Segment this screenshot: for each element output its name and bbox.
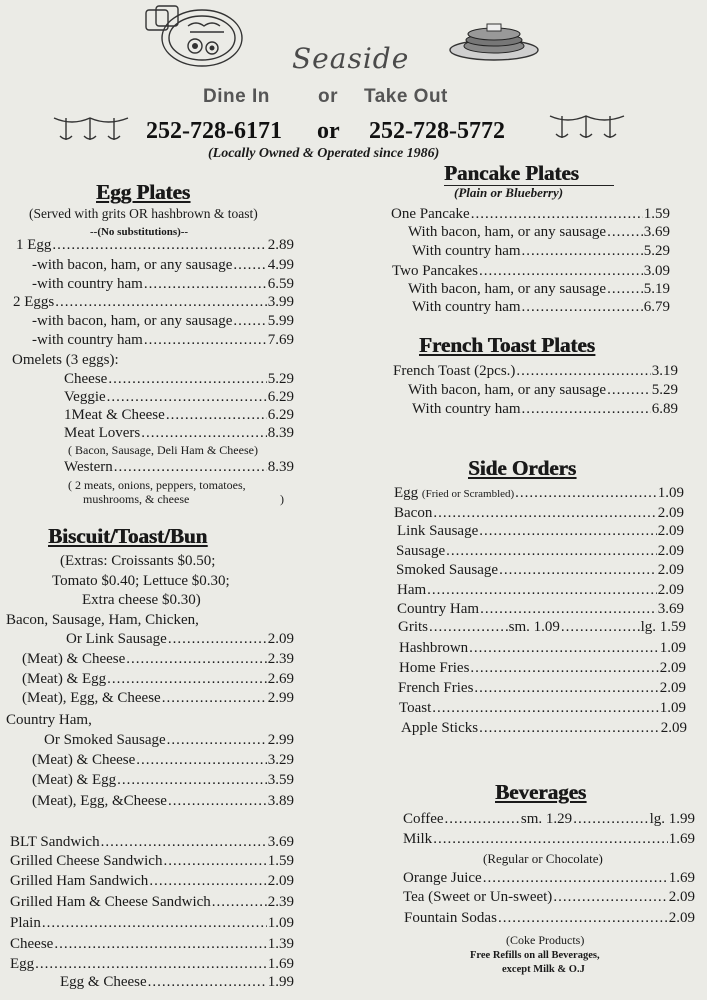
item-label: (Meat) & Cheese	[32, 752, 136, 768]
menu-item-side-4	[401, 719, 687, 737]
menu-item-sandwich-4	[10, 914, 294, 932]
item-label: Western	[64, 459, 113, 475]
beverages-title: Beverages	[495, 780, 586, 804]
menu-item-biscuit-country-2	[32, 792, 294, 810]
menu-item-sandwich-1	[10, 852, 294, 870]
item-price: 3.69	[643, 224, 670, 240]
item-label: Link Sausage	[397, 523, 479, 539]
item-label: Country Ham	[397, 601, 480, 617]
milk-note: (Regular or Chocolate)	[483, 851, 603, 866]
menu-item-beverage-1	[403, 888, 695, 906]
egg-plates-served-note: (Served with grits OR hashbrown & toast)	[29, 206, 258, 221]
anchor-rope-left-icon	[52, 114, 130, 144]
leader-dots	[522, 298, 643, 316]
item-label: Grilled Ham & Cheese Sandwich	[10, 894, 211, 910]
leader-dots	[163, 852, 266, 870]
grits-large-price: lg. 1.59	[640, 619, 686, 635]
menu-item-beverage-2	[404, 909, 695, 927]
item-price: 2.89	[267, 237, 294, 253]
item-price: 3.99	[267, 294, 294, 310]
coke-products-note: (Coke Products)	[506, 933, 585, 947]
leader-dots	[573, 810, 648, 828]
item-label: -with country ham	[32, 276, 143, 292]
western-note-1: ( 2 meats, onions, peppers, tomatoes,	[68, 478, 246, 492]
item-label: (Meat), Egg, & Cheese	[22, 690, 161, 706]
leader-dots	[446, 542, 657, 560]
item-price: 6.29	[267, 407, 294, 423]
item-price: 1.09	[657, 485, 684, 501]
biscuit-title: Biscuit/Toast/Bun	[48, 524, 208, 548]
item-label: -with bacon, ham, or any sausage	[32, 257, 233, 273]
item-label: (Meat), Egg, &Cheese	[32, 793, 167, 809]
item-label: With bacon, ham, or any sausage	[408, 281, 607, 297]
menu-item-biscuit-meat	[66, 630, 294, 648]
item-label: Meat Lovers	[64, 425, 141, 441]
menu-item-side-4	[397, 581, 684, 599]
menu-item-egg-0	[16, 236, 294, 254]
leader-dots	[35, 955, 267, 973]
menu-item-side-1	[399, 659, 686, 677]
menu-item-biscuit-country-1	[32, 771, 294, 789]
item-price: 3.89	[267, 793, 294, 809]
menu-item-biscuit-2	[22, 689, 294, 707]
menu-item-side-1	[397, 522, 684, 540]
dine-in-label: Dine In	[203, 86, 270, 107]
item-label: Milk	[403, 831, 433, 847]
menu-item-omelet-2	[64, 406, 294, 424]
item-label: -with country ham	[32, 332, 143, 348]
item-label: Egg	[10, 956, 35, 972]
menu-item-side-2	[398, 679, 686, 697]
menu-item-pancake-4	[408, 280, 670, 298]
item-price: 2.39	[267, 651, 294, 667]
item-price: 1.69	[668, 831, 695, 847]
breakfast-plate-illustration	[140, 2, 245, 70]
item-price: 5.29	[267, 371, 294, 387]
menu-item-french-toast-1	[408, 381, 678, 399]
leader-dots	[561, 618, 640, 636]
menu-item-sandwich-5	[10, 935, 294, 953]
item-label: Coffee	[403, 811, 444, 827]
menu-item-french-toast-2	[412, 400, 678, 418]
item-label: Tea (Sweet or Un-sweet)	[403, 889, 553, 905]
menu-item-side-3	[396, 561, 684, 579]
menu-item-side-0	[399, 639, 686, 657]
menu-item-biscuit-1	[22, 670, 294, 688]
item-price: 2.09	[668, 889, 695, 905]
leader-dots	[108, 370, 266, 388]
item-price: 5.29	[643, 243, 670, 259]
menu-item-omelet-3	[64, 424, 294, 442]
item-price: 2.09	[668, 910, 695, 926]
egg-plates-title: Egg Plates	[96, 180, 190, 204]
pancake-plates-sub: (Plain or Blueberry)	[454, 185, 564, 200]
item-price: 1.69	[668, 870, 695, 886]
item-price: 2.09	[657, 562, 684, 578]
item-label: (Meat) & Egg	[22, 671, 107, 687]
item-price: 1.09	[659, 700, 686, 716]
menu-item-egg-3	[13, 293, 294, 311]
leader-dots	[101, 833, 267, 851]
leader-dots	[114, 458, 267, 476]
item-label: Hashbrown	[399, 640, 469, 656]
leader-dots	[233, 312, 266, 330]
leader-dots	[144, 275, 267, 293]
item-label: Orange Juice	[403, 870, 482, 886]
menu-item-sandwich-3	[10, 893, 294, 911]
leader-dots	[141, 424, 267, 442]
item-price: 6.79	[643, 299, 670, 315]
menu-item-egg-2	[32, 275, 294, 293]
leader-dots	[168, 630, 267, 648]
leader-dots	[522, 242, 643, 260]
leader-dots	[607, 280, 643, 298]
item-label: One Pancake	[391, 206, 470, 222]
item-label: 1Meat & Cheese	[64, 407, 165, 423]
western-note-3: )	[280, 492, 284, 506]
leader-dots	[54, 935, 266, 953]
menu-item-sandwich-0	[10, 833, 294, 851]
menu-item-side-3	[399, 699, 686, 717]
menu-item-sandwich-7	[60, 973, 294, 991]
menu-item-egg-4	[32, 312, 294, 330]
item-label: Sausage	[396, 543, 446, 559]
free-refills-note-1: Free Refills on all Beverages,	[470, 950, 600, 961]
menu-item-beverage-0	[403, 869, 695, 887]
leader-dots	[126, 650, 266, 668]
coffee-large-price: lg. 1.99	[649, 811, 695, 827]
omelets-label: Omelets (3 eggs):	[12, 352, 119, 368]
western-note-2: mushrooms, & cheese	[83, 492, 190, 506]
leader-dots	[117, 771, 267, 789]
menu-item-coffee	[403, 810, 695, 828]
item-label: Plain	[10, 915, 41, 931]
leader-dots	[470, 659, 658, 677]
item-label: With country ham	[412, 299, 521, 315]
leader-dots	[607, 381, 651, 399]
leader-dots	[432, 699, 658, 717]
item-price: 5.99	[267, 313, 294, 329]
take-out-label: Take Out	[364, 86, 448, 107]
leader-dots	[42, 914, 267, 932]
item-price: 8.39	[267, 425, 294, 441]
pancake-plates-title: Pancake Plates	[444, 161, 579, 185]
menu-item-pancake-0	[391, 205, 670, 223]
item-label: Or Link Sausage	[66, 631, 167, 647]
item-label: Grilled Ham Sandwich	[10, 873, 149, 889]
item-label: Bacon	[394, 505, 433, 521]
item-label: Ham	[397, 582, 427, 598]
biscuit-country-line-1: Country Ham,	[6, 712, 92, 728]
menu-item-biscuit-country	[44, 731, 294, 749]
item-price: 2.09	[657, 523, 684, 539]
menu-item-biscuit-0	[22, 650, 294, 668]
leader-dots	[433, 504, 656, 522]
item-price: 2.99	[267, 690, 294, 706]
item-label: Egg & Cheese	[60, 974, 147, 990]
leader-dots	[479, 522, 657, 540]
locally-owned-note: (Locally Owned & Operated since 1986)	[208, 146, 440, 161]
item-label: With bacon, ham, or any sausage	[408, 224, 607, 240]
leader-dots	[483, 869, 668, 887]
leader-dots	[427, 581, 657, 599]
item-price: 5.19	[643, 281, 670, 297]
item-price: 3.29	[267, 752, 294, 768]
leader-dots	[474, 679, 658, 697]
item-price: 2.09	[657, 543, 684, 559]
anchor-rope-right-icon	[548, 112, 626, 142]
leader-dots	[553, 888, 667, 906]
leader-dots	[212, 893, 267, 911]
item-label: (Meat) & Cheese	[22, 651, 126, 667]
item-label: With bacon, ham, or any sausage	[408, 382, 607, 398]
leader-dots	[166, 406, 267, 424]
item-price: 6.59	[267, 276, 294, 292]
item-label: With country ham	[412, 243, 521, 259]
item-price: 2.09	[660, 720, 687, 736]
leader-dots	[516, 362, 650, 380]
leader-dots	[167, 731, 267, 749]
meat-lovers-note: ( Bacon, Sausage, Deli Ham & Cheese)	[68, 443, 258, 457]
menu-item-omelet-1	[64, 388, 294, 406]
item-label: 1 Egg	[16, 237, 52, 253]
item-price: 3.69	[657, 601, 684, 617]
item-label: Cheese	[10, 936, 54, 952]
item-label: -with bacon, ham, or any sausage	[32, 313, 233, 329]
item-label: Veggie	[64, 389, 106, 405]
menu-item-biscuit-country-0	[32, 751, 294, 769]
item-price: 3.09	[643, 263, 670, 279]
item-label: Cheese	[64, 371, 108, 387]
item-label: 2 Eggs	[13, 294, 55, 310]
item-label: Home Fries	[399, 660, 470, 676]
item-price: 2.99	[267, 732, 294, 748]
leader-dots	[168, 792, 267, 810]
item-price: 1.09	[267, 915, 294, 931]
item-label: French Toast (2pcs.)	[393, 363, 516, 379]
item-price: 1.09	[659, 640, 686, 656]
item-price: 2.09	[659, 660, 686, 676]
side-orders-title: Side Orders	[468, 456, 576, 480]
leader-dots	[144, 331, 267, 349]
side-egg-label: Egg	[394, 485, 419, 501]
leader-dots	[433, 830, 668, 848]
item-label	[394, 484, 514, 503]
item-price: 1.99	[267, 974, 294, 990]
menu-item-egg-5	[32, 331, 294, 349]
coffee-small-price: sm. 1.29	[520, 811, 573, 827]
leader-dots	[515, 484, 657, 502]
phone-number-2: 252-728-5772	[369, 118, 505, 144]
menu-item-side-0	[394, 504, 684, 522]
item-price: 8.39	[267, 459, 294, 475]
item-label: Fountain Sodas	[404, 910, 497, 926]
phone-or-label: or	[317, 118, 340, 144]
menu-item-pancake-5	[412, 298, 670, 316]
item-price: 6.89	[651, 401, 678, 417]
leader-dots	[445, 810, 520, 828]
menu-item-side-5	[397, 600, 684, 618]
item-price: 2.69	[267, 671, 294, 687]
item-label: Toast	[399, 700, 432, 716]
item-price: 2.09	[659, 680, 686, 696]
grits-small-price: sm. 1.09	[508, 619, 560, 635]
leader-dots	[471, 205, 643, 223]
item-price: 6.29	[267, 389, 294, 405]
leader-dots	[233, 256, 266, 274]
french-toast-title: French Toast Plates	[419, 333, 595, 357]
item-price: 2.09	[267, 873, 294, 889]
menu-item-side-2	[396, 542, 684, 560]
menu-item-western	[64, 458, 294, 476]
menu-item-french-toast-0	[393, 362, 678, 380]
biscuit-extras-3: Extra cheese $0.30)	[82, 592, 201, 608]
menu-item-sandwich-6	[10, 955, 294, 973]
item-label: Smoked Sausage	[396, 562, 499, 578]
item-price: 3.19	[651, 363, 678, 379]
leader-dots	[480, 600, 657, 618]
leader-dots	[479, 262, 643, 280]
item-label: Two Pancakes	[392, 263, 479, 279]
free-refills-note-2: except Milk & O.J	[502, 964, 585, 975]
side-egg-note: (Fried or Scrambled)	[421, 488, 515, 500]
item-label: French Fries	[398, 680, 474, 696]
item-price: 1.59	[643, 206, 670, 222]
egg-plates-no-subs-note: --(No substitutions)--	[90, 226, 189, 238]
menu-item-grits	[398, 618, 686, 636]
leader-dots	[162, 689, 267, 707]
leader-dots	[107, 670, 267, 688]
item-price: 2.09	[657, 582, 684, 598]
restaurant-logo: Seaside	[292, 42, 410, 75]
item-price: 4.99	[267, 257, 294, 273]
leader-dots	[55, 293, 267, 311]
phone-number-1: 252-728-6171	[146, 118, 282, 144]
menu-item-pancake-2	[412, 242, 670, 260]
item-price: 1.39	[267, 936, 294, 952]
leader-dots	[469, 639, 659, 657]
item-label: BLT Sandwich	[10, 834, 100, 850]
item-price: 3.69	[267, 834, 294, 850]
item-price: 2.09	[657, 505, 684, 521]
item-price: 7.69	[267, 332, 294, 348]
pancake-stack-illustration	[447, 16, 542, 64]
menu-item-sandwich-2	[10, 872, 294, 890]
item-label: Apple Sticks	[401, 720, 479, 736]
biscuit-meat-line-1: Bacon, Sausage, Ham, Chicken,	[6, 612, 199, 628]
menu-item-pancake-3	[392, 262, 670, 280]
leader-dots	[136, 751, 266, 769]
biscuit-extras-2: Tomato $0.40; Lettuce $0.30;	[52, 573, 230, 589]
item-price: 1.69	[267, 956, 294, 972]
menu-item-side-egg	[394, 484, 684, 503]
item-price: 5.29	[651, 382, 678, 398]
menu-item-egg-1	[32, 256, 294, 274]
dine-or-label: or	[318, 86, 338, 107]
item-label: With country ham	[412, 401, 521, 417]
menu-item-omelet-0	[64, 370, 294, 388]
leader-dots	[499, 561, 657, 579]
menu-item-pancake-1	[408, 223, 670, 241]
leader-dots	[52, 236, 266, 254]
leader-dots	[107, 388, 267, 406]
leader-dots	[522, 400, 651, 418]
item-price: 3.59	[267, 772, 294, 788]
leader-dots	[429, 618, 508, 636]
item-price: 1.59	[267, 853, 294, 869]
item-label: Or Smoked Sausage	[44, 732, 166, 748]
item-label: Grits	[398, 619, 428, 635]
item-price: 2.39	[267, 894, 294, 910]
item-label: Grilled Cheese Sandwich	[10, 853, 163, 869]
leader-dots	[148, 973, 267, 991]
leader-dots	[498, 909, 668, 927]
leader-dots	[607, 223, 643, 241]
item-label: (Meat) & Egg	[32, 772, 117, 788]
menu-item-milk	[403, 830, 695, 848]
leader-dots	[149, 872, 266, 890]
biscuit-extras-1: (Extras: Croissants $0.50;	[60, 553, 216, 569]
leader-dots	[479, 719, 660, 737]
item-price: 2.09	[267, 631, 294, 647]
